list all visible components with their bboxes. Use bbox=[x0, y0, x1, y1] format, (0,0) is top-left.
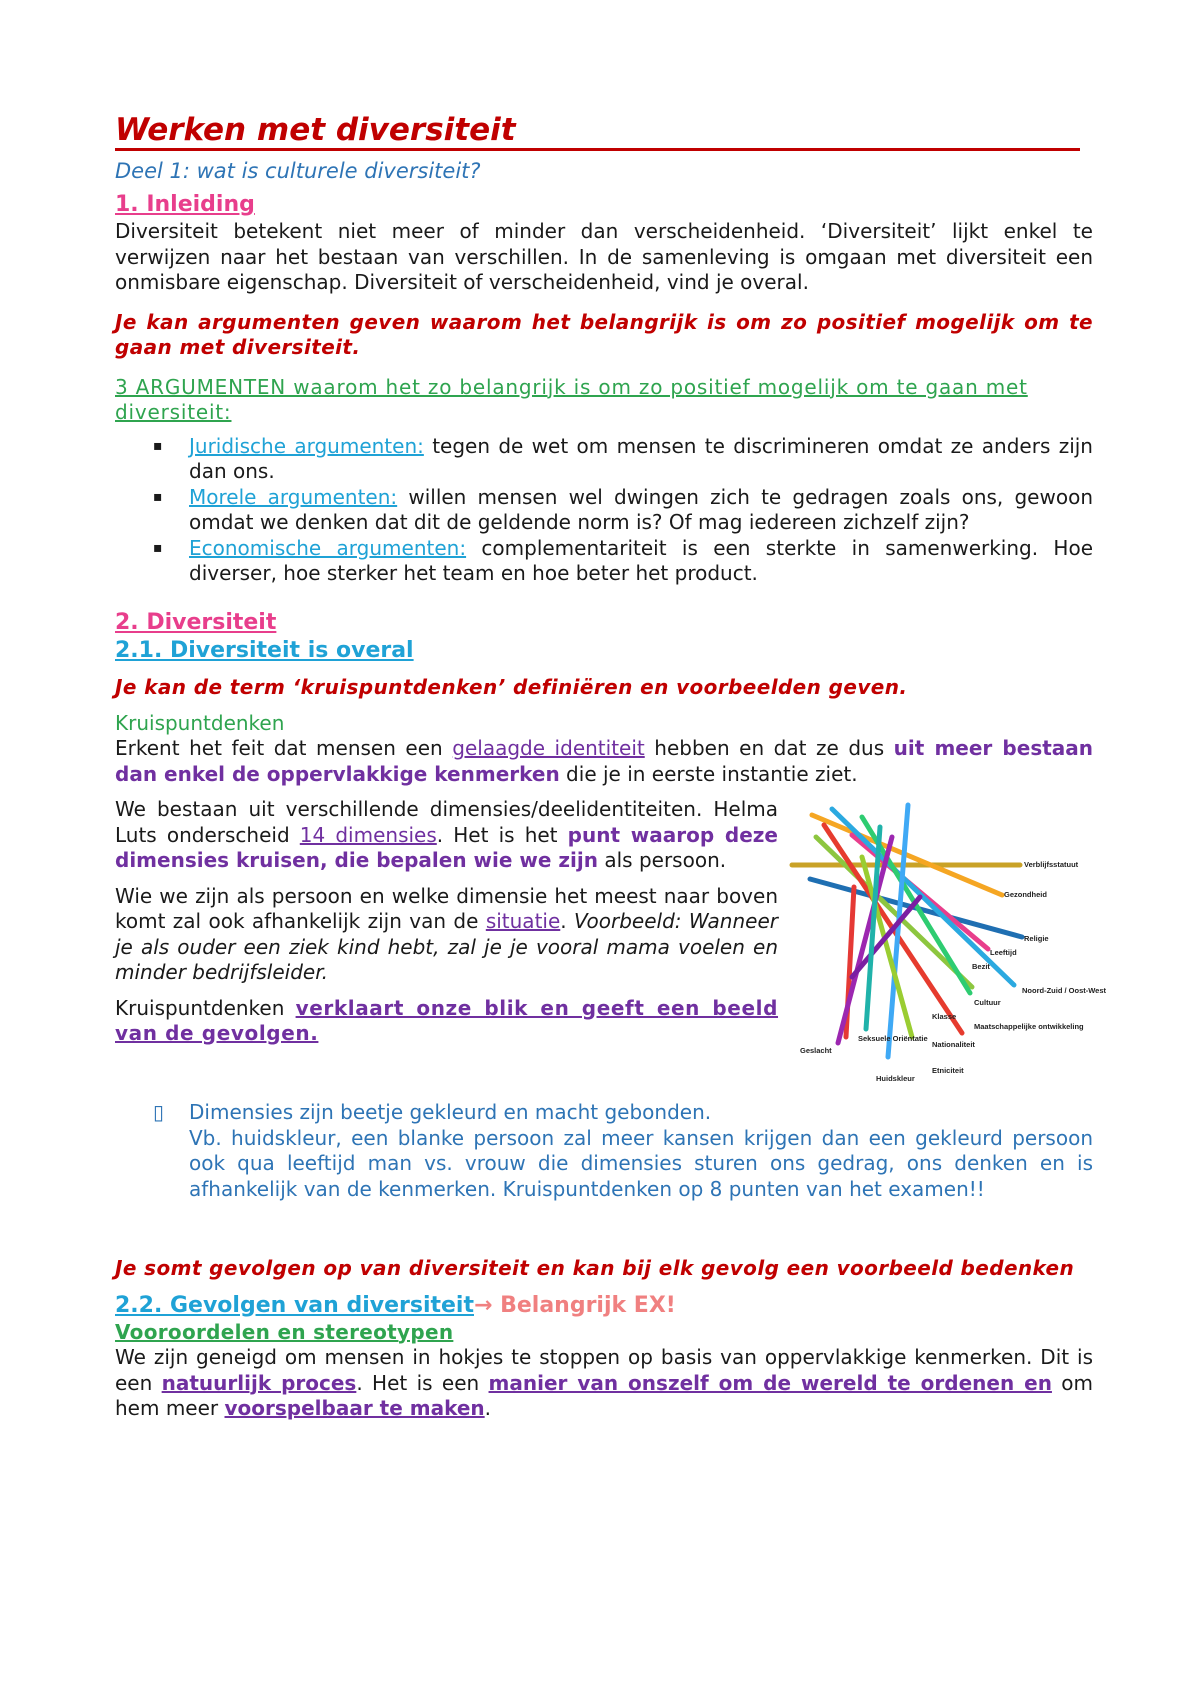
text-run: . Het is een bbox=[356, 1370, 489, 1395]
note-line: Dimensies zijn beetje gekleurd en macht gebonden. bbox=[189, 1100, 712, 1124]
text-run: Wie we zijn als persoon en welke dimensie het meest naar boven komt zal ook afhankelijk zijn van de bbox=[115, 883, 778, 933]
text-run: om hem meer bbox=[115, 1370, 1094, 1420]
text-run: die je in eerste instantie ziet. bbox=[559, 761, 858, 786]
diagram-label: Religie bbox=[1024, 934, 1049, 943]
highlight-run: voorspelbaar te maken bbox=[224, 1396, 485, 1420]
learning-goal-gevolgen: Je somt gevolgen op van diversiteit en kan bij elk gevolg een voorbeeld bedenken bbox=[115, 1256, 1075, 1280]
diagram-label: Huidskleur bbox=[876, 1074, 915, 1083]
vooroordelen-heading: Vooroordelen en stereotypen bbox=[115, 1319, 454, 1344]
highlight-run: verklaart onze blik en geeft een beeld van de gevolgen. bbox=[115, 995, 779, 1045]
note-line: Vb. huidskleur, een blanke persoon zal meer kansen krijgen dan een gekleurd persoon ook qua leeftijd man vs. vrouw die dimensies sturen ons gedrag, ons denken en is afhankelijk van de kenmerken. Kruispuntdenken op 8 punten van het examen!! bbox=[189, 1125, 1093, 1201]
bullet-icon: ▪ bbox=[153, 488, 163, 505]
diagram-label: Noord-Zuid / Oost-West bbox=[1022, 986, 1107, 995]
diagram-label: Maatschappelijke ontwikkeling bbox=[974, 1022, 1084, 1031]
dimensions-text bbox=[115, 797, 778, 1092]
diagram-label: Geslacht bbox=[800, 1046, 832, 1055]
diagram-label: Seksuele Oriëntatie bbox=[858, 1034, 928, 1043]
intro-paragraph: Diversiteit betekent niet meer of minder dan verscheidenheid. ‘Diversiteit’ lijkt enkel te verwijzen naar het bestaan van verschillen. In de samenleving is omgaan met diversiteit een onmisbare eigenschap. Diversiteit of verscheidenheid, vind je overal. bbox=[115, 219, 1093, 294]
highlight-run: gelaagde identiteit bbox=[452, 736, 645, 760]
diagram-label: Verblijfsstatuut bbox=[1024, 860, 1079, 869]
diagram-label: Etniciteit bbox=[932, 1066, 964, 1075]
argument-label: Economische argumenten: bbox=[189, 535, 467, 560]
highlight-run: manier van onszelf om de wereld te ordenen en bbox=[488, 1370, 1052, 1395]
dimensions-intersection-image bbox=[792, 797, 1107, 1087]
document-page bbox=[115, 112, 1107, 1422]
argument-text: willen mensen wel dwingen zich te gedragen zoals ons, gewoon omdat we denken dat dit de geldende norm is? Of mag iedereen zichzelf zijn? bbox=[189, 484, 1093, 534]
note-text bbox=[189, 1100, 1093, 1202]
highlight-run: uit meer bestaan dan enkel de oppervlakkige kenmerken bbox=[115, 736, 1094, 786]
text-run: We bestaan uit verschillende dimensies/deelidentiteiten. Helma Luts onderscheid bbox=[115, 797, 778, 847]
note-marker-icon: ▯ bbox=[153, 1100, 165, 1124]
arguments-list bbox=[115, 434, 1093, 587]
diagram-label: Leeftijd bbox=[990, 948, 1017, 957]
text-run: hebben en dat ze dus bbox=[644, 736, 894, 760]
argument-text: complementariteit is een sterkte in samenwerking. Hoe diverser, hoe sterker het team en hoe beter het product. bbox=[189, 535, 1093, 585]
highlight-run: punt waarop deze dimensies kruisen, die bepalen wie we zijn bbox=[115, 822, 778, 872]
text-run: . bbox=[484, 1396, 492, 1420]
bullet-icon: ▪ bbox=[153, 437, 163, 454]
vooroordelen-paragraph bbox=[115, 1345, 1093, 1422]
argument-label: Morele argumenten: bbox=[189, 484, 398, 509]
important-tag: → Belangrijk EX! bbox=[474, 1292, 676, 1318]
dimensions-paragraph bbox=[115, 797, 778, 874]
document-title: Werken met diversiteit bbox=[115, 112, 1080, 151]
text-run: Kruispuntdenken bbox=[115, 995, 296, 1020]
diagram-label: Gezondheid bbox=[1004, 890, 1047, 899]
heading-diversiteit-overal: 2.1. Diversiteit is overal bbox=[115, 637, 414, 663]
diagram-label: Cultuur bbox=[974, 998, 1001, 1007]
heading-inleiding: 1. Inleiding bbox=[115, 192, 255, 217]
situation-paragraph bbox=[115, 884, 778, 986]
heading-text: 2.2. Gevolgen van diversiteit bbox=[115, 1292, 474, 1318]
diagram-label: Klasse bbox=[932, 1012, 957, 1021]
argument-label: Juridische argumenten: bbox=[189, 433, 424, 458]
learning-goal-arguments: Je kan argumenten geven waarom het belangrijk is om zo positief mogelijk om te gaan met diversiteit. bbox=[115, 309, 1093, 359]
consequence-paragraph bbox=[115, 996, 778, 1047]
text-run: . Het is het bbox=[436, 822, 568, 847]
text-run: als persoon. bbox=[598, 848, 727, 872]
heading-diversiteit: 2. Diversiteit bbox=[115, 609, 277, 635]
list-item bbox=[115, 485, 1093, 536]
heading-gevolgen bbox=[115, 1292, 1093, 1320]
learning-goal-kruispuntdenken: Je kan de term ‘kruispuntdenken’ definiëren en voorbeelden geven. bbox=[115, 674, 908, 699]
argument-text: tegen de wet om mensen te discrimineren omdat ze anders zijn dan ons. bbox=[189, 433, 1093, 483]
arguments-heading: 3 ARGUMENTEN waarom het zo belangrijk is om zo positief mogelijk om te gaan met diversiteit: bbox=[115, 374, 1028, 424]
text-run: We zijn geneigd om mensen in hokjes te stoppen op basis van oppervlakkige kenmerken. Dit is een bbox=[115, 1345, 1093, 1395]
highlight-run: situatie bbox=[485, 909, 561, 933]
intersectionality-diagram bbox=[792, 797, 1107, 1092]
text-run: Erkent het feit dat mensen een bbox=[115, 736, 453, 760]
text-run: . bbox=[560, 909, 574, 933]
highlight-run: 14 dimensies bbox=[299, 822, 437, 847]
highlight-run: natuurlijk proces bbox=[161, 1370, 357, 1395]
dimensions-block bbox=[115, 797, 1107, 1092]
example-run: Voorbeeld: Wanneer je als ouder een ziek kind hebt, zal je je vooral mama voelen en minder bedrijfsleider. bbox=[115, 909, 778, 984]
diagram-label: Nationaliteit bbox=[932, 1040, 975, 1049]
kruispuntdenken-definition bbox=[115, 736, 1093, 787]
dimensions-note bbox=[115, 1100, 1093, 1202]
diagram-label: Bezit bbox=[972, 962, 990, 971]
part-subtitle: Deel 1: wat is culturele diversiteit? bbox=[115, 159, 481, 183]
kruispuntdenken-heading: Kruispuntdenken bbox=[115, 711, 285, 735]
bullet-icon: ▪ bbox=[153, 539, 163, 556]
list-item bbox=[115, 434, 1093, 485]
list-item bbox=[115, 536, 1093, 587]
